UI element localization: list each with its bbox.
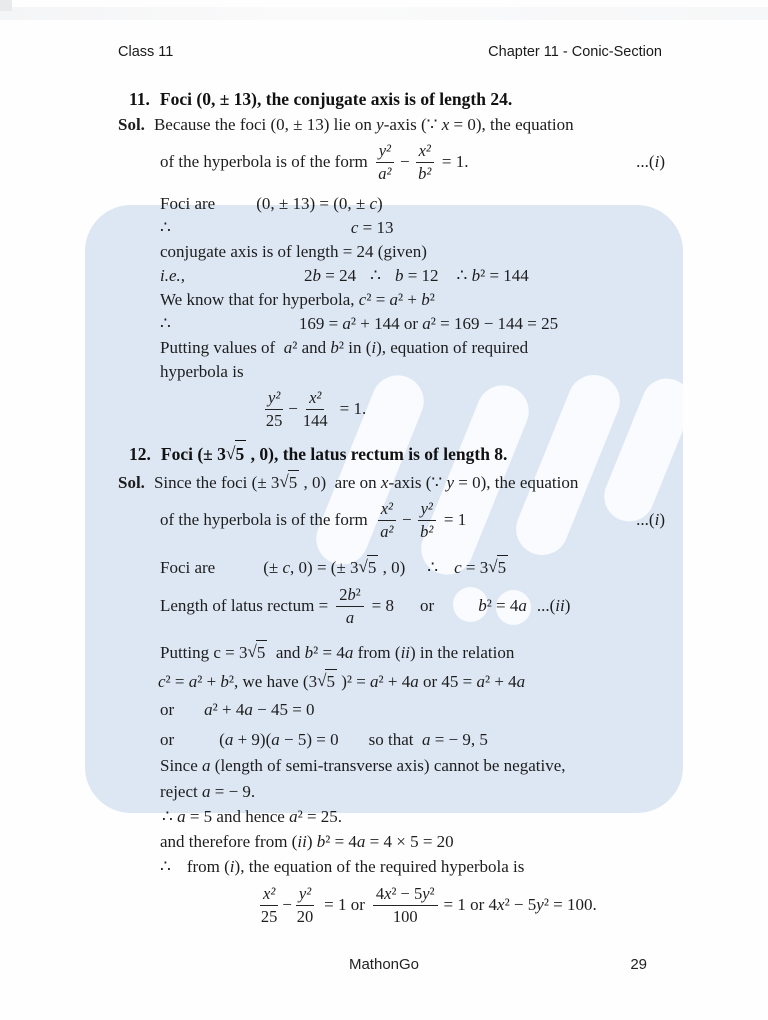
text-segment: = 1. <box>339 399 367 418</box>
sol12-foci <box>118 555 665 580</box>
text-segment: , 0) are on <box>299 472 381 492</box>
problem12-heading <box>118 440 665 467</box>
radicand: 5 <box>256 640 268 665</box>
text-segment: b² <box>418 163 432 183</box>
spacer <box>368 520 378 521</box>
text-segment: ² = 25. <box>297 807 343 826</box>
sol11-foci <box>118 192 665 216</box>
text-segment: a <box>389 290 399 309</box>
text-segment: ² + <box>197 671 221 691</box>
text-segment: ² <box>355 584 361 604</box>
text-segment: a <box>188 671 198 691</box>
text-segment: y² <box>420 498 433 518</box>
sol11-conjugate <box>118 240 665 264</box>
radicand: 5 <box>497 555 509 580</box>
sol11-hyperbola-is <box>118 360 665 384</box>
fraction <box>303 388 328 431</box>
text-segment: x² <box>380 498 393 518</box>
text-segment: y² <box>298 883 312 903</box>
text-segment: Foci (0, ± 13), the conjugate axis is of length 24. <box>159 89 513 109</box>
text-segment: x <box>384 883 392 903</box>
spacer <box>365 905 373 906</box>
text-segment: b <box>471 266 481 285</box>
text-segment: a <box>244 700 253 719</box>
text-segment: ² + 4 <box>484 671 517 691</box>
sol12-line1 <box>118 470 665 495</box>
text-segment: ², we have (3 <box>228 671 318 691</box>
sol11-b144 <box>118 264 665 288</box>
text-segment: ...( <box>636 510 655 529</box>
text-segment: ² <box>429 883 435 903</box>
problem11-heading <box>118 86 665 112</box>
spacer <box>328 409 340 410</box>
text-segment: Sol. <box>118 115 145 134</box>
spacer <box>314 905 324 906</box>
text-segment: ² − 5 <box>504 895 537 914</box>
text-segment: a <box>283 338 293 357</box>
sqrt-radical <box>248 640 268 665</box>
radical-sign-icon: √ <box>358 557 368 576</box>
text-segment: Sol. <box>118 472 145 492</box>
sol11-eq-form <box>118 137 665 187</box>
text-segment: a <box>342 314 351 333</box>
fraction <box>265 388 283 431</box>
page-number: 29 <box>630 956 647 973</box>
sol12-b20 <box>118 830 665 854</box>
text-segment: ∴ <box>160 218 171 237</box>
text-segment: reject <box>160 782 202 801</box>
sol12-negative <box>118 754 665 778</box>
fraction <box>373 884 438 927</box>
sol12-a5 <box>118 805 665 829</box>
text-segment: ∴ <box>427 557 439 577</box>
text-segment: a <box>356 832 366 851</box>
text-segment: a <box>516 671 526 691</box>
fraction-numerator <box>416 141 434 163</box>
text-segment: Length of latus rectum = <box>160 596 329 615</box>
text-segment: 11. <box>129 89 150 109</box>
spacer <box>328 606 336 607</box>
text-segment: ² − 5 <box>391 883 423 903</box>
text-segment: ² <box>429 290 435 309</box>
text-segment: ∴ <box>160 857 171 876</box>
text-segment: i <box>229 857 235 876</box>
text-segment: ii <box>297 832 307 851</box>
text-segment: = 8 <box>371 596 395 615</box>
fraction-numerator <box>418 499 436 521</box>
text-segment: y <box>376 115 384 134</box>
text-segment: a <box>344 642 354 662</box>
fraction-denominator <box>380 521 393 542</box>
spacer <box>339 740 369 741</box>
text-segment: y <box>536 895 544 914</box>
text-segment: ∴ <box>160 314 171 333</box>
text-segment: a <box>476 671 485 691</box>
text-segment: We know that for hyperbola, <box>160 290 359 309</box>
scan-artifact-band <box>0 7 768 20</box>
text-segment: b <box>421 290 430 309</box>
text-segment: ∴ <box>456 266 472 285</box>
text-segment: ) <box>564 596 571 615</box>
radicand: 5 <box>325 669 337 694</box>
sqrt-radical <box>226 440 246 467</box>
sol12-result-equation <box>118 880 665 930</box>
spacer <box>145 482 154 483</box>
text-segment: y <box>446 472 455 492</box>
sol11-result-equation <box>118 384 665 434</box>
text-segment: ² = 4 <box>486 596 519 615</box>
text-segment: ii <box>400 642 411 662</box>
text-segment: or <box>160 730 175 749</box>
text-segment: 25 <box>265 410 283 430</box>
spacer <box>145 125 154 126</box>
text-segment: , 0), the latus rectum is of length 8. <box>246 443 508 464</box>
sqrt-radical <box>279 470 299 495</box>
text-segment: c <box>282 557 291 577</box>
text-segment: b <box>394 266 404 285</box>
text-segment: (0, ± 13) = (0, ± <box>256 194 370 213</box>
fraction <box>416 141 434 184</box>
spacer <box>171 228 351 229</box>
text-segment: Foci are <box>160 557 216 577</box>
fraction <box>376 141 394 184</box>
text-segment: = 1 or <box>324 895 365 914</box>
sol12-quadratic <box>118 698 665 722</box>
fraction-denominator <box>418 163 431 184</box>
text-segment: = 4 × 5 = 20 <box>365 832 454 851</box>
spacer <box>381 276 395 277</box>
text-segment: = 3 <box>461 557 489 577</box>
text-segment: b² <box>420 521 434 541</box>
text-segment: Foci are <box>160 194 216 213</box>
spacer <box>405 567 427 568</box>
fraction <box>260 884 278 927</box>
text-segment: a <box>370 671 379 691</box>
text-segment: x <box>497 895 505 914</box>
text-segment: a <box>422 314 431 333</box>
text-segment: 4 <box>375 883 385 903</box>
text-segment: c <box>158 671 166 691</box>
text-segment: conjugate axis is of length = 24 (given) <box>160 242 427 261</box>
text-segment: 2 <box>339 584 348 604</box>
text-segment: ) <box>659 152 665 171</box>
text-segment: (± <box>263 557 283 577</box>
text-segment: Foci (± 3 <box>160 443 226 464</box>
text-segment: = 1 <box>443 510 467 529</box>
fraction-denominator <box>378 163 391 184</box>
fraction <box>418 499 436 542</box>
text-segment: b <box>330 338 339 357</box>
fraction-denominator <box>393 906 418 927</box>
text-segment: Since <box>160 756 203 775</box>
text-segment: a <box>421 730 431 749</box>
text-segment: − <box>282 895 292 914</box>
text-segment: ), equation of required <box>376 338 529 357</box>
text-segment: 2 <box>304 266 313 285</box>
text-segment: = − 9. <box>210 782 256 801</box>
text-segment: c <box>350 218 359 237</box>
text-segment: ), the equation of the required hyperbola is <box>234 857 525 876</box>
sol12-latus-rectum <box>118 580 665 632</box>
text-segment: ² = 144 <box>480 266 529 285</box>
spacer <box>438 567 454 568</box>
sol12-eq-form <box>118 495 665 545</box>
text-segment: a <box>410 671 419 691</box>
text-segment: hyperbola is <box>160 362 244 381</box>
fraction-numerator <box>265 388 283 410</box>
text-segment: x <box>380 472 389 492</box>
radicand: 5 <box>235 440 247 467</box>
text-segment: so that <box>368 730 422 749</box>
text-segment: ² + 4 <box>212 700 245 719</box>
text-segment: ) <box>306 832 317 851</box>
spacer <box>434 162 442 163</box>
fraction <box>336 585 363 628</box>
text-segment: a <box>204 700 213 719</box>
text-segment: 144 <box>302 410 328 430</box>
fraction-denominator <box>420 521 433 542</box>
sol11-putting <box>118 336 665 360</box>
spacer <box>364 606 372 607</box>
radical-sign-icon: √ <box>317 671 327 690</box>
header-class-label: Class 11 <box>118 44 174 60</box>
text-segment: i <box>654 510 660 529</box>
text-segment: ² = 169 − 144 = 25 <box>430 314 559 333</box>
text-segment: ...( <box>536 596 556 615</box>
spacer <box>434 606 478 607</box>
text-segment: -axis (∵ <box>388 472 447 492</box>
spacer <box>150 99 160 100</box>
fraction-numerator <box>378 499 396 521</box>
text-segment: y² <box>268 387 281 407</box>
text-segment: and <box>267 642 305 662</box>
text-segment: ² in ( <box>338 338 372 357</box>
text-segment: ² + <box>398 290 422 309</box>
text-segment: ( <box>219 730 225 749</box>
text-segment: a <box>177 807 186 826</box>
text-segment: ² = 4 <box>313 642 345 662</box>
spacer <box>436 520 444 521</box>
sol12-reject <box>118 780 665 804</box>
radicand: 5 <box>367 555 379 580</box>
solutions-content <box>118 86 665 930</box>
text-segment: , 0) = (± 3 <box>290 557 359 577</box>
text-segment: Since the foci (± 3 <box>153 472 280 492</box>
text-segment: − <box>400 152 410 171</box>
fraction-numerator <box>376 141 394 163</box>
text-segment: − <box>288 399 298 418</box>
text-segment: 169 = <box>298 314 343 333</box>
text-segment: 12. <box>129 443 151 464</box>
text-segment: Putting c = 3 <box>160 642 248 662</box>
text-segment: ∴ <box>162 807 178 826</box>
text-segment: a <box>289 807 298 826</box>
text-segment: a <box>271 730 280 749</box>
radical-sign-icon: √ <box>279 472 289 491</box>
sol12-putting <box>118 640 665 665</box>
text-segment: Because the foci (0, ± 13) lie on <box>153 115 377 134</box>
text-segment: )² = <box>336 671 371 691</box>
text-segment: c <box>358 290 367 309</box>
text-segment: a <box>202 782 211 801</box>
text-segment: or <box>420 596 435 615</box>
spacer <box>215 204 256 205</box>
text-segment: + 9)( <box>233 730 272 749</box>
text-segment: ...( <box>636 152 655 171</box>
scan-artifact-corner <box>0 0 12 11</box>
fraction-denominator <box>346 607 354 628</box>
text-segment: b <box>347 584 356 604</box>
sol11-relation <box>118 288 665 312</box>
fraction <box>378 499 396 542</box>
text-segment: x <box>441 115 450 134</box>
text-segment: − <box>402 510 412 529</box>
text-segment: from ( <box>353 642 401 662</box>
text-segment: = − 9, 5 <box>430 730 488 749</box>
text-segment: a <box>518 596 527 615</box>
text-segment: b <box>316 832 326 851</box>
fraction-numerator <box>296 884 314 906</box>
fraction-denominator <box>261 906 278 927</box>
brand-name: MathonGo <box>348 956 420 973</box>
text-segment: a² <box>378 163 392 183</box>
fraction-denominator <box>266 410 283 431</box>
text-segment: ² = <box>165 671 189 691</box>
spacer <box>174 740 219 741</box>
text-segment: i <box>654 152 660 171</box>
text-segment: b <box>478 596 487 615</box>
radical-sign-icon: √ <box>247 642 257 661</box>
sol12-factors <box>118 728 665 752</box>
text-segment: = 5 and hence <box>185 807 290 826</box>
text-segment: = 13 <box>358 218 394 237</box>
text-segment: a² <box>380 521 394 541</box>
text-segment: ) in the relation <box>410 642 515 662</box>
text-segment: b <box>312 266 322 285</box>
text-segment: x² <box>263 883 276 903</box>
text-segment: ) <box>659 510 665 529</box>
text-segment: 25 <box>260 906 278 926</box>
text-segment: a <box>224 730 234 749</box>
radicand: 5 <box>288 470 300 495</box>
text-segment: = 12 <box>403 266 439 285</box>
text-segment: ² = 100. <box>543 895 597 914</box>
radical-sign-icon: √ <box>225 443 236 463</box>
text-segment: ² = 4 <box>325 832 357 851</box>
fraction-denominator <box>297 906 314 927</box>
text-segment: y <box>422 883 430 903</box>
text-segment: Putting values of <box>160 338 284 357</box>
fraction-numerator <box>260 884 278 906</box>
text-segment: i <box>371 338 377 357</box>
spacer <box>151 453 161 454</box>
sol11-line1 <box>118 113 665 137</box>
text-segment: = 24 <box>321 266 357 285</box>
text-segment: of the hyperbola is of the form <box>160 152 368 171</box>
text-segment: (length of semi-transverse axis) cannot be negative, <box>210 756 566 775</box>
sqrt-radical <box>488 555 508 580</box>
spacer <box>215 567 263 568</box>
sol11-a25 <box>118 312 665 336</box>
spacer <box>368 162 376 163</box>
fraction-denominator <box>303 410 328 431</box>
spacer <box>174 710 204 711</box>
spacer <box>439 276 457 277</box>
spacer <box>394 606 420 607</box>
fraction <box>296 884 314 927</box>
text-segment: x² <box>418 140 431 160</box>
text-segment: ) <box>377 194 383 213</box>
text-segment: ² + 4 <box>378 671 411 691</box>
text-segment: = 0), the equation <box>454 472 579 492</box>
radical-sign-icon: √ <box>488 557 498 576</box>
text-segment: = 1. <box>441 152 469 171</box>
text-segment: b <box>220 671 229 691</box>
text-segment: c <box>454 557 462 577</box>
fraction-numerator <box>336 585 363 607</box>
text-segment: of the hyperbola is of the form <box>160 510 368 529</box>
text-segment: from ( <box>186 857 230 876</box>
text-segment: x² <box>309 387 322 407</box>
text-segment: a <box>345 607 355 627</box>
text-segment: a <box>202 756 211 775</box>
text-segment: ² and <box>292 338 331 357</box>
header-chapter-label: Chapter 11 - Conic-Section <box>488 44 662 60</box>
text-segment: or <box>160 700 175 719</box>
spacer <box>527 606 537 607</box>
text-segment: -axis (∵ <box>383 115 442 134</box>
text-segment: = 0), the equation <box>449 115 574 134</box>
text-segment: y² <box>378 140 391 160</box>
sqrt-radical <box>317 669 337 694</box>
text-segment: c <box>369 194 378 213</box>
text-segment: or 45 = <box>418 671 477 691</box>
text-segment: i.e., <box>160 266 186 285</box>
spacer <box>356 276 370 277</box>
text-segment: ² + 144 or <box>350 314 423 333</box>
sol12-conclusion <box>118 855 665 879</box>
spacer <box>185 276 304 277</box>
text-segment: b <box>304 642 314 662</box>
spacer <box>171 867 187 868</box>
text-segment: , 0) <box>378 557 406 577</box>
text-segment: ² = <box>366 290 390 309</box>
text-segment: and therefore from ( <box>160 832 298 851</box>
text-segment: 100 <box>392 906 418 926</box>
spacer <box>171 324 299 325</box>
text-segment: 20 <box>296 906 314 926</box>
fraction-numerator <box>306 388 324 410</box>
fraction-numerator <box>373 884 438 906</box>
sqrt-radical <box>359 555 379 580</box>
text-segment: ∴ <box>370 266 381 285</box>
sol11-c13 <box>118 216 665 240</box>
text-segment: − 5) = 0 <box>279 730 339 749</box>
sol12-expand <box>118 669 665 694</box>
text-segment: ii <box>555 596 565 615</box>
text-segment: = 1 or 4 <box>443 895 498 914</box>
text-segment: − 45 = 0 <box>252 700 315 719</box>
